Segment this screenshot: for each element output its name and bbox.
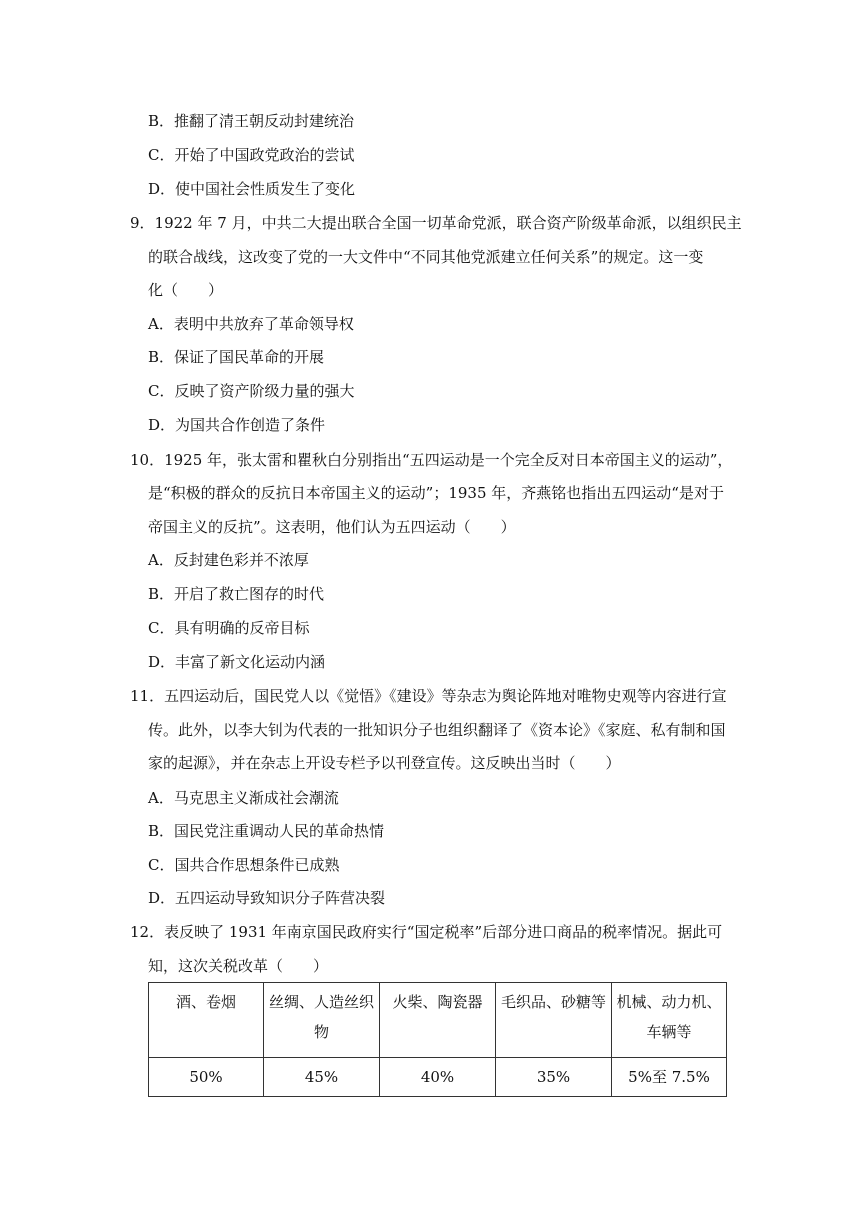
q9-option-d: D．为国共合作创造了条件 [148,416,326,434]
q11-option-d: D．五四运动导致知识分子阵营决裂 [148,889,386,907]
header-cell-machinery [612,983,727,1058]
header-cell-liquor [149,983,264,1058]
q11-stem-line-3: 家的起源》，并在杂志上开设专栏予以刊登宣传。这反映出当时（ ） [148,754,621,772]
q8-option-d: D．使中国社会性质发生了变化 [148,180,356,198]
value-cell: 50% [149,1058,264,1097]
header-cell-line-1: 火柴、陶瓷器 [392,993,483,1011]
tax-rate-table [148,982,727,1097]
q10-option-d: D．丰富了新文化运动内涵 [148,653,326,671]
value-cell: 40% [380,1058,496,1097]
table-header-row [149,983,727,1058]
q9-option-a: A．表明中共放弃了革命领导权 [148,315,354,333]
header-cell-silk [264,983,380,1058]
q8-option-b: B．推翻了清王朝反动封建统治 [148,112,355,130]
header-cell-wool [496,983,612,1058]
q10-stem-line-1: 10．1925 年，张太雷和瞿秋白分别指出“五四运动是一个完全反对日本帝国主义的运动”， [130,451,733,469]
q11-option-b: B．国民党注重调动人民的革命热情 [148,822,385,840]
value-cell: 35% [496,1058,612,1097]
q10-option-a: A．反封建色彩并不浓厚 [148,551,309,569]
header-cell-matches [380,983,496,1058]
header-cell-line-2: 物 [313,1023,329,1041]
q11-stem-line-1: 11．五四运动后，国民党人以《觉悟》《建设》等杂志为舆论阵地对唯物史观等内容进行宣 [130,687,727,705]
q12-stem-line-1: 12．表反映了 1931 年南京国民政府实行“国定税率”后部分进口商品的税率情况。据此可 [130,923,723,941]
q10-option-b: B．开启了救亡图存的时代 [148,585,325,603]
q9-stem-line-3: 化（ ） [148,281,224,299]
q9-stem-line-2: 的联合战线，这改变了党的一大文件中“不同其他党派建立任何关系”的规定。这一变 [148,248,704,266]
q8-option-c: C．开始了中国政党政治的尝试 [148,146,355,164]
q10-option-c: C．具有明确的反帝目标 [148,619,310,637]
q9-stem-line-1: 9．1922 年 7 月，中共二大提出联合全国一切革命党派，联合资产阶级革命派，以组织民主 [130,214,742,232]
q9-option-b: B．保证了国民革命的开展 [148,348,325,366]
header-cell-line-1: 毛织品、砂糖等 [500,993,606,1011]
header-cell-line-1: 酒、卷烟 [175,993,236,1011]
header-cell-line-1: 机械、动力机、 [616,993,722,1011]
header-cell-line-1: 丝绸、人造丝织 [268,993,374,1011]
value-cell: 45% [264,1058,380,1097]
q9-option-c: C．反映了资产阶级力量的强大 [148,382,355,400]
q11-option-c: C．国共合作思想条件已成熟 [148,856,340,874]
q11-stem-line-2: 传。此外，以李大钊为代表的一批知识分子也组织翻译了《资本论》《家庭、私有制和国 [148,721,726,739]
q10-stem-line-3: 帝国主义的反抗”。这表明，他们认为五四运动（ ） [148,518,516,536]
table-value-row [149,1058,727,1097]
value-cell: 5%至 7.5% [612,1058,727,1097]
q11-option-a: A．马克思主义渐成社会潮流 [148,789,339,807]
q10-stem-line-2: 是“积极的群众的反抗日本帝国主义的运动”；1935 年，齐燕铭也指出五四运动“是对于 [148,484,724,502]
q12-stem-line-2: 知，这次关税改革（ ） [148,957,329,975]
header-cell-line-2: 车辆等 [646,1023,692,1041]
